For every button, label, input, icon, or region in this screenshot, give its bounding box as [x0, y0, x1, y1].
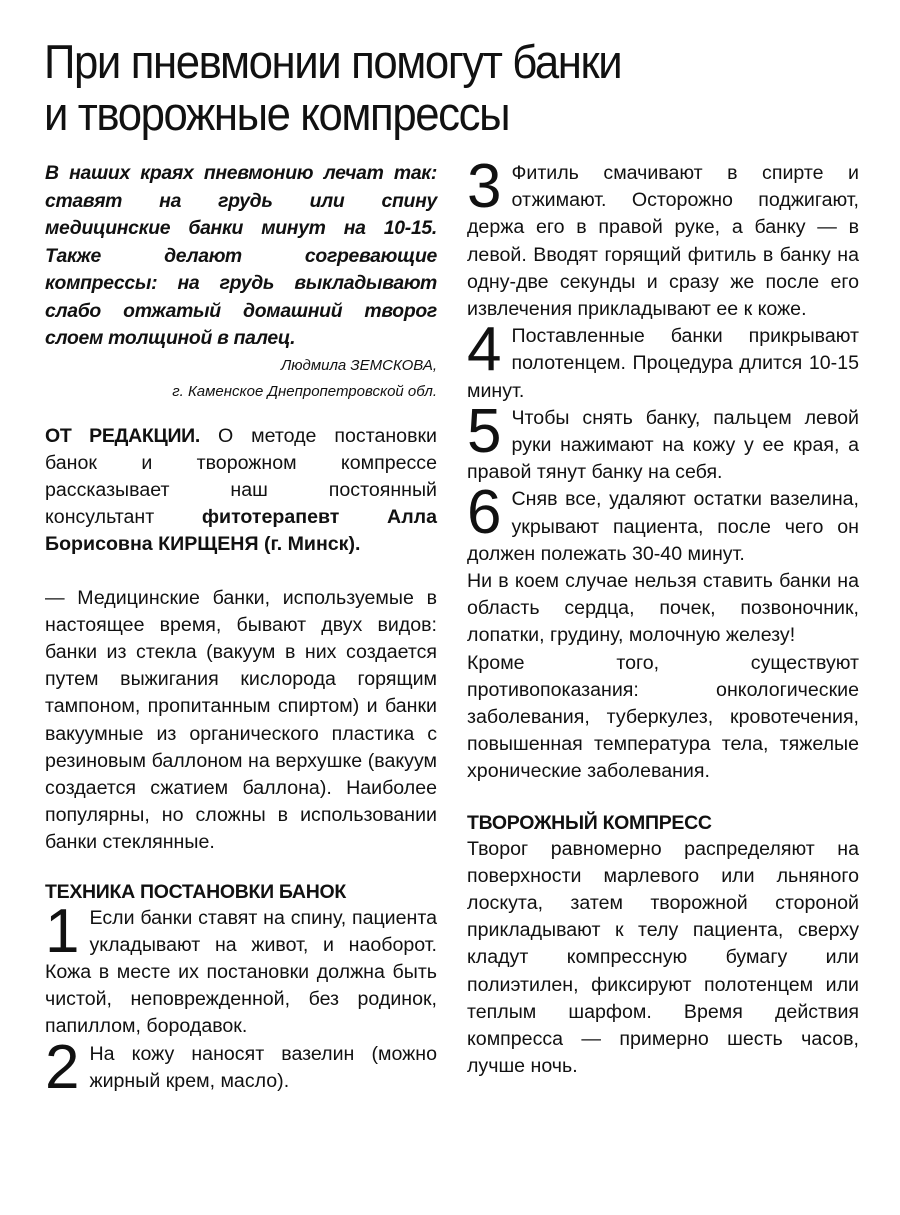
- step-text: Если банки ставят на спину, пациента укладывают на живот, и наоборот. Кожа в месте их постановки должна быть чистой, неповрежденной, без родинок, папиллом, бородавок.: [45, 906, 437, 1038]
- step-number: 1: [45, 896, 80, 966]
- warning-paragraph: Ни в коем случае нельзя ставить банки на область сердца, почек, позвоночник, лопатки, грудину, молочную железу!: [467, 570, 859, 647]
- step-1: [45, 896, 437, 1041]
- contraindications-paragraph: Кроме того, существуют противопоказания: онкологические заболевания, туберкулез, кровотечения, повышенная температура тела, тяжелые хронические заболевания.: [467, 651, 859, 783]
- consultant-name: фитотерапевт Алла Борисовна КИРЩЕНЯ (г. Минск).: [45, 506, 437, 556]
- step-text: Фитиль смачивают в спирте и отжимают. Осторожно поджигают, держа его в правой руке, а банку — в левой. Вводят горящий фитиль в банку на одну-две секунды и сразу же после его извлечения прикладывают ее к коже.: [467, 162, 859, 321]
- intro-paragraph: — Медицинские банки, используемые в настоящее время, бывают двух видов: банки из стекла (вакуум в них создается путем выжигания кислорода горящим тампоном, пропитанным спиртом) и банки вакуумные из органического пластика с резиновым баллоном на верхушке (вакуум создается сжатием баллона). Наиболее популярны, но сложны в использовании банки стеклянные.: [45, 586, 437, 854]
- editorial-note: [45, 423, 437, 559]
- editorial-text: О методе постановки банок и творожном компрессе рассказывает наш постоянный консультант: [45, 424, 437, 529]
- step-6: [467, 478, 859, 568]
- step-text: Поставленные банки прикрывают полотенцем. Процедура длится 10-15 минут.: [467, 325, 859, 402]
- step-number: 5: [467, 396, 502, 466]
- title-line-2: и творожные компрессы: [44, 87, 510, 140]
- right-column: [467, 152, 859, 1081]
- step-number: 3: [467, 152, 502, 221]
- step-number: 2: [45, 1032, 80, 1102]
- step-5: [467, 396, 859, 487]
- left-column: [45, 160, 437, 1102]
- step-text: Чтобы снять банку, пальцем левой руки нажимают на кожу у ее края, а правой тянут банку на себя.: [467, 406, 859, 484]
- article-title: [44, 36, 825, 140]
- step-4: [467, 315, 859, 405]
- letter-signature: [45, 353, 437, 405]
- author-place: г. Каменское Днепропетровской обл.: [172, 382, 437, 400]
- step-text: На кожу наносят вазелин (можно жирный крем, масло).: [89, 1042, 437, 1092]
- editorial-label: ОТ РЕДАКЦИИ.: [45, 424, 200, 447]
- step-2: [45, 1032, 437, 1102]
- step-3: [467, 152, 859, 323]
- step-number: 4: [467, 315, 502, 385]
- technique-heading: ТЕХНИКА ПОСТАНОВКИ БАНОК: [45, 880, 346, 903]
- author-name: Людмила ЗЕМСКОВА,: [280, 356, 437, 374]
- reader-letter: В наших краях пневмонию лечат так: ставят на грудь или спину медицинские банки минут на 10-15. Также делают согревающие компрессы: на грудь выкладывают слабо отжатый домашний творог слоем толщиной в палец.: [45, 162, 437, 349]
- compress-paragraph: Творог равномерно распределяют на поверхности марлевого или льняного лоскута, затем творожной стороной прикладывают к телу пациента, сверху кладут компрессную бумагу или полиэтилен, фиксируют полотенцем или теплым шарфом. Время действия компресса — примерно шесть часов, лучше ночь.: [467, 837, 859, 1078]
- compress-heading: ТВОРОЖНЫЙ КОМПРЕСС: [467, 811, 712, 834]
- step-text: Сняв все, удаляют остатки вазелина, укрывают пациента, после чего он должен полежать 30-40 минут.: [467, 488, 859, 565]
- title-line-1: При пневмонии помогут банки: [44, 35, 622, 88]
- step-number: 6: [467, 478, 502, 548]
